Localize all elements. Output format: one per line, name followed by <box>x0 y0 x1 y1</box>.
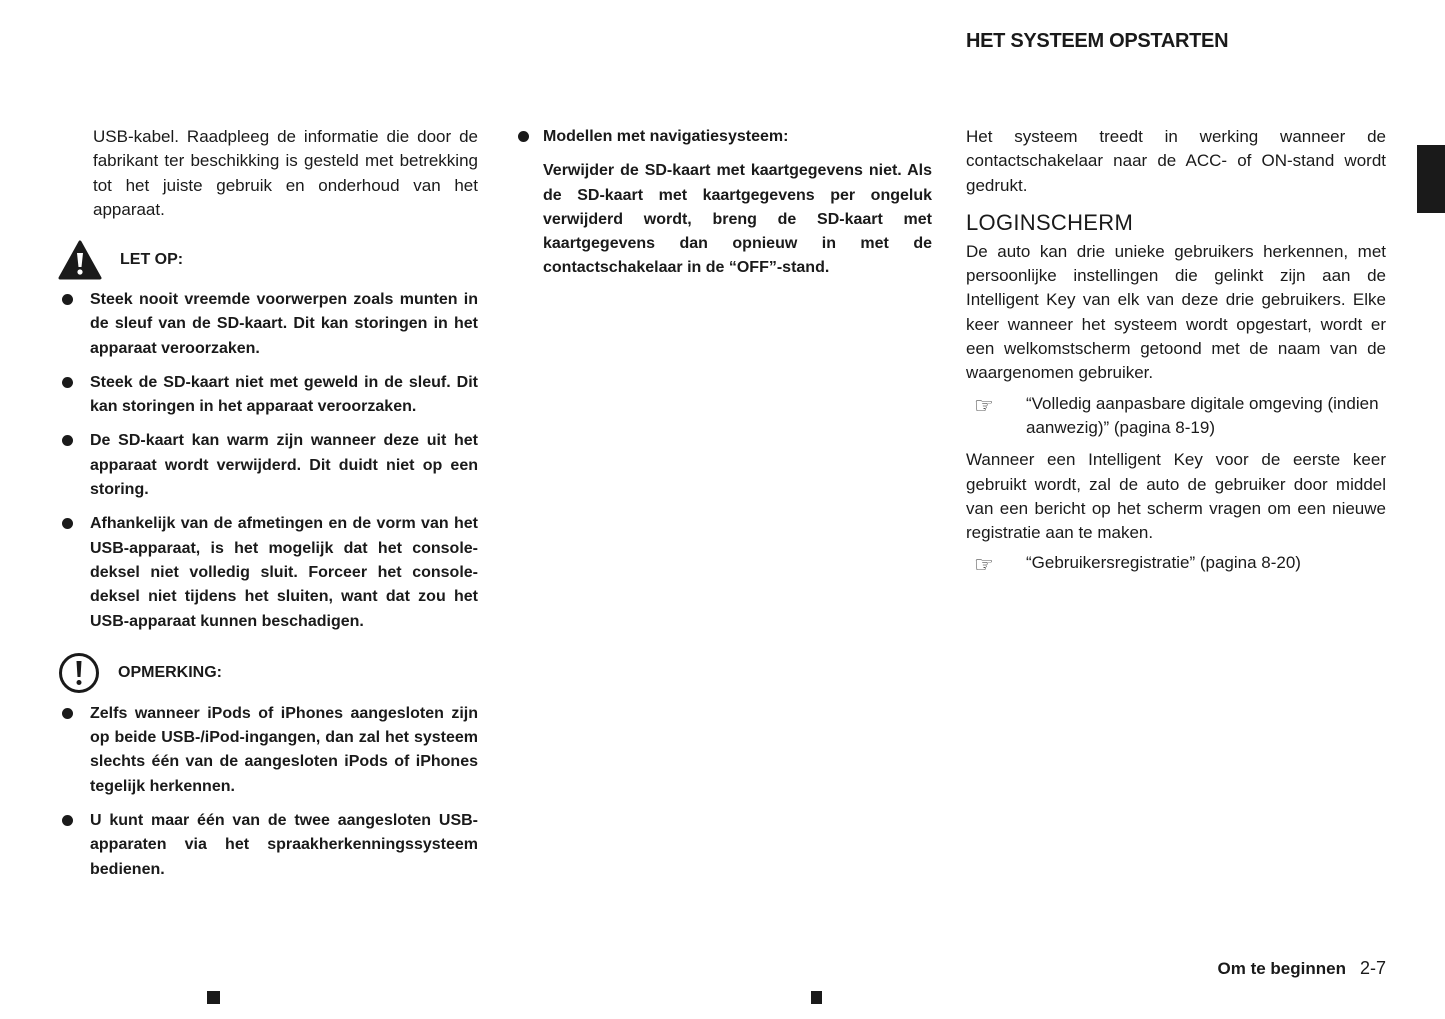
bullet-icon <box>58 371 90 420</box>
crop-mark <box>207 991 220 1004</box>
column-left-notices <box>58 240 478 900</box>
caution-item: Steek nooit vreemde voorwerpen zoals munten in de sleuf van de SD-kaart. Dit kan storingen in het apparaat veroorzaken. <box>58 288 478 361</box>
startup-paragraph: Het systeem treedt in werking wanneer de contactschakelaar naar de ACC- of ON-stand wordt gedrukt. <box>966 127 1386 195</box>
caution-item: De SD-kaart kan warm zijn wanneer deze uit het apparaat wordt verwijderd. Dit duidt niet op een storing. <box>58 429 478 502</box>
cross-reference[interactable]: ☞ “Gebruikersregistratie” (pagina 8-20) <box>966 551 1386 578</box>
crop-mark <box>811 991 822 1004</box>
bullet-icon <box>58 809 90 882</box>
cross-reference[interactable]: ☞ “Volledig aanpasbare digitale omgeving (indien aanwezig)” (pagina 8-19) <box>966 392 1386 441</box>
page-header-title: HET SYSTEEM OPSTARTEN <box>966 30 1229 52</box>
bullet-icon <box>514 125 543 281</box>
caution-item: Steek de SD-kaart niet met geweld in de sleuf. Dit kan storingen in het apparaat veroorzaken. <box>58 371 478 420</box>
chapter-tab-marker <box>1417 145 1445 213</box>
column-middle <box>514 125 932 291</box>
note-item: U kunt maar één van de twee aangesloten USB-apparaten via het spraakherkenningssysteem bedienen. <box>58 809 478 882</box>
warning-triangle-icon <box>58 240 102 280</box>
caution-label: LET OP: <box>120 251 184 268</box>
column-left-intro <box>93 125 478 222</box>
bullet-icon <box>58 702 90 799</box>
login-paragraph: De auto kan drie unieke gebruikers herkennen, met persoonlijke instellingen die gelinkt zijn aan de Intelligent Key van elk van deze drie gebruikers. Elke keer wanneer het systeem wordt opgestart, wordt er een welkomstscherm getoond met de naam van de waargenomen gebruiker. <box>966 241 1386 383</box>
caution-item: Afhankelijk van de afmetingen en de vorm van het USB-apparaat, is het mogelijk dat het console-deksel niet volledig sluit. Forceer het console-deksel niet tijdens het sluiten, want dat zou het USB-apparaat kunnen beschadigen. <box>58 512 478 633</box>
note-item: Zelfs wanneer iPods of iPhones aangesloten zijn op beide USB-/iPod-ingangen, dan zal het systeem slechts één van de aangesloten iPods of iPhones tegelijk herkennen. <box>58 702 478 799</box>
bullet-icon <box>58 429 90 502</box>
page-number: 2-7 <box>1359 958 1386 978</box>
note-label: OPMERKING: <box>118 663 222 681</box>
exclamation-circle-icon <box>58 652 100 694</box>
footer-section: Om te beginnen <box>1217 959 1346 978</box>
section-heading: LOGINSCHERM <box>966 209 1134 235</box>
bullet-icon <box>58 512 90 633</box>
page-footer <box>1218 958 1386 979</box>
nav-models-title: Modellen met navigatiesysteem: <box>543 128 789 145</box>
column-right <box>966 125 1386 586</box>
registration-paragraph: Wanneer een Intelligent Key voor de eerste keer gebruikt wordt, zal de auto de gebruiker door middel van een bericht op het scherm vragen om een nieuwe registratie aan te maken. <box>966 450 1386 543</box>
caution-block <box>58 240 478 634</box>
pointing-hand-icon: ☞ <box>974 393 994 419</box>
pointing-hand-icon: ☞ <box>974 553 994 579</box>
note-block <box>58 652 478 882</box>
bullet-icon <box>58 288 90 361</box>
nav-models-text: Verwijder de SD-kaart met kaartgegevens niet. Als de SD-kaart met kaartgegevens per ongeluk verwijderd wordt, breng de SD-kaart met kaartgegevens dan opnieuw in met de contactschakelaar in de “OFF”-stand. <box>543 162 932 277</box>
intro-paragraph: USB-kabel. Raadpleeg de informatie die door de fabrikant ter beschikking is gesteld met betrekking tot het juiste gebruik en onderhoud van het apparaat. <box>93 127 478 219</box>
nav-models-item <box>514 125 932 281</box>
